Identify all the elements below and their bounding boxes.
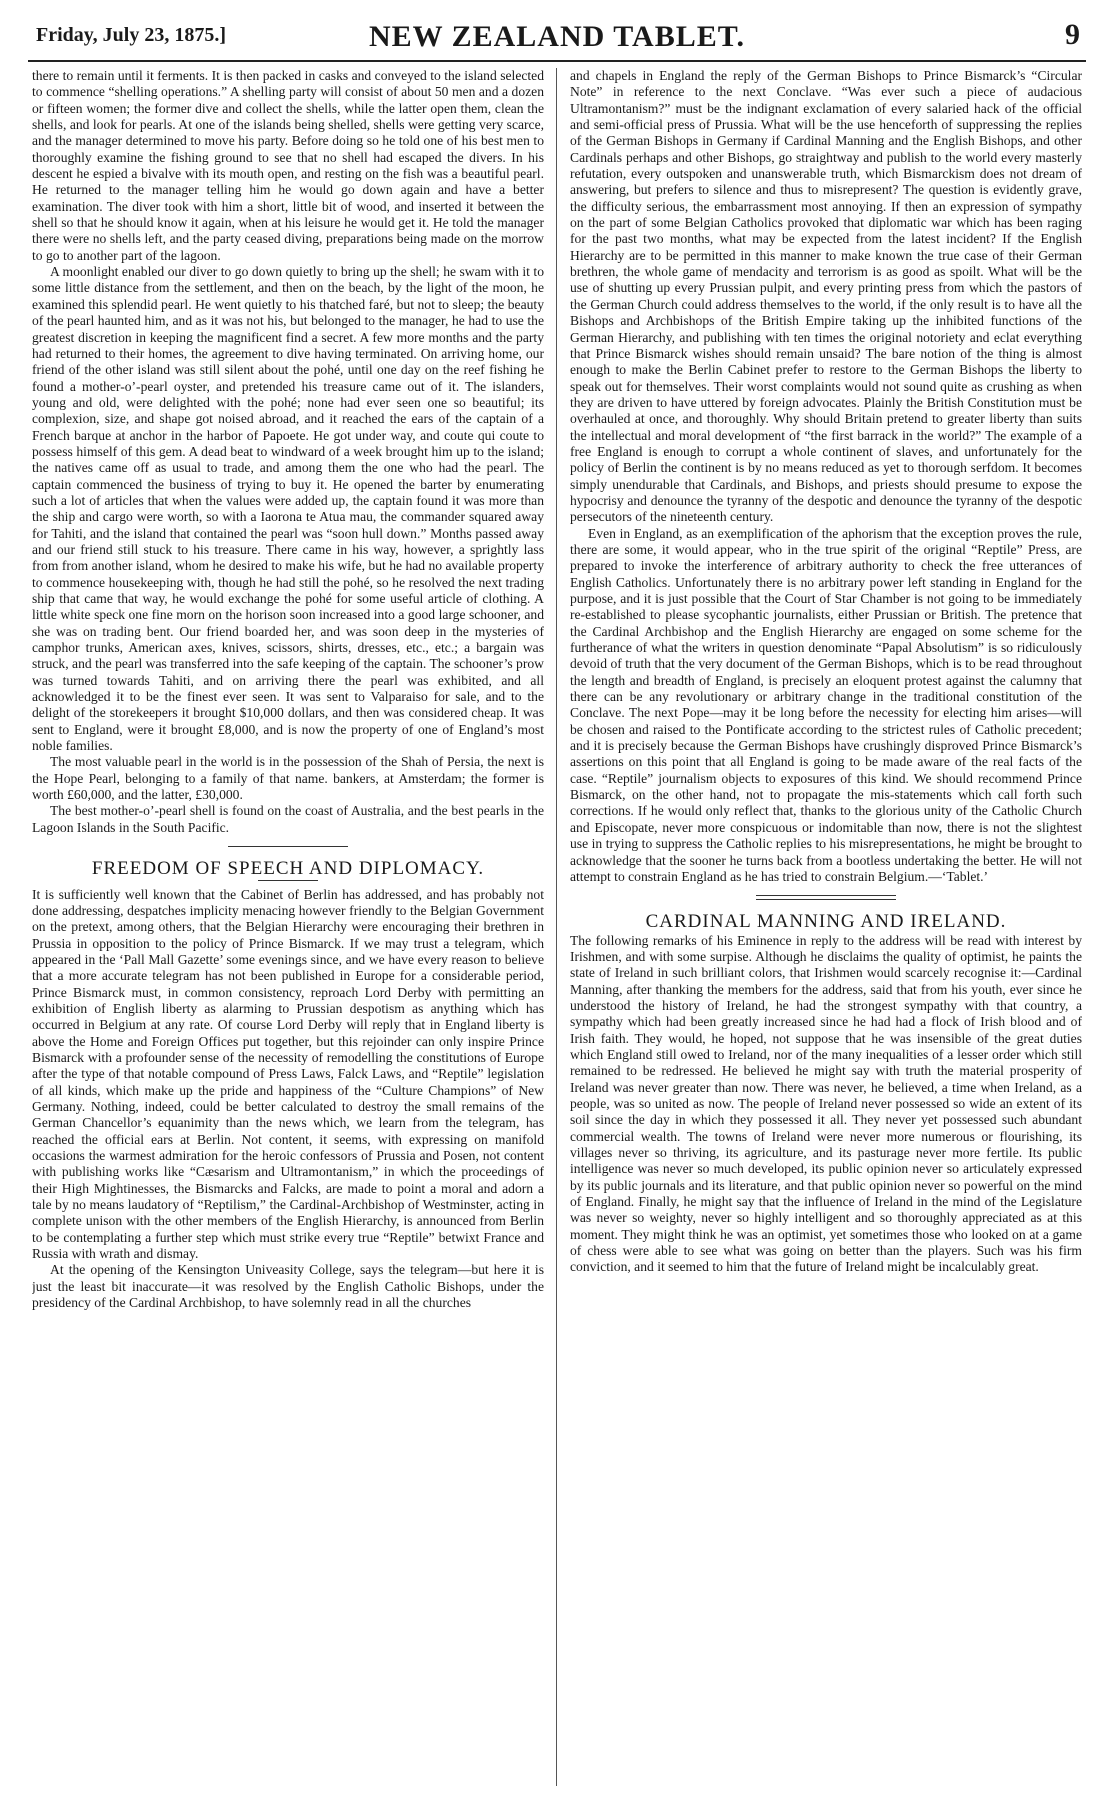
article-columns (28, 68, 1086, 1786)
pearl-paragraph-4: The best mother-o’-pearl shell is found on the coast of Australia, and the best pearls in the Lagoon Islands in the South Pacific. (32, 803, 544, 835)
pearl-paragraph-1: there to remain until it ferments. It is then packed in casks and conveyed to the island selected to commence “shelling operations.” A shelling party will consist of about 50 men and a dozen or fifteen women; the former dive and collect the shells, while the latter open them, clean the shells, and look for pearls. At one of the islands being shelled, shells were getting very scarce, and the manager determined to move his party. Before doing so he told one of his best men to thoroughly examine the fishing ground to see that no shell had escaped the divers. In his descent he espied a bivalve with its mouth open, and resting on the fish was a beautiful pearl. He returned to the manager telling him he would go down again and have a better examination. The diver took with him a short, little bit of wood, and inserted it between the shell so that he should know it again, when at his leisure he would get it. He told the manager there were no shells left, and the party ceased diving, preparations being made on the morrow to go to another part of the lagoon. (32, 68, 544, 263)
manning-paragraph-1: The following remarks of his Eminence in reply to the address will be read with interest by Irishmen, and with some surpise. Although he disclaims the quality of optimist, he paints the state of Ireland in such brilliant colors, that Irishmen would scarcely recognise it:—Cardinal Manning, after thanking the members for the address, said that from his youth, ever since he understood the history of Ireland, he had the strongest sympathy with that country, a sympathy which had been greatly increased since he had had a flock of Irish blood and of Irish faith. They would, he hoped, not suppose that he was insensible of the great duties which England still owed to Ireland, nor of the many inequalities of a lesser order which still remained to be redressed. He believed he might say with truth the material prosperity of Ireland was never greater than now. There was never, he believed, a time when Ireland, as a people, was so united as now. The people of Ireland never possessed so wide an extent of its soil since the day in which they possessed it all. They never yet possessed such abundant commercial wealth. The towns of Ireland were never more numerous or flourishing, its villages never so thriving, its agriculture, and its pasturage never more fertile. Its public intelligence was never so much developed, its public opinion never so articulately expressed by its public journals and its literature, and that public opinion never so powerful on the mind of England. Finally, he might say that the influence of Ireland in the mind of the Legislature was never so weighty, never so highly intelligent and so thoroughly appreciated as at this moment. They might think he was an optimist, yet sometimes those who looked on at a game of chess were able to see what was going on better than the players. Such was his firm conviction, and it seemed to him that the future of Ireland might be incalculably great. (570, 932, 1082, 1275)
masthead (28, 14, 1086, 62)
freedom-paragraph-3: and chapels in England the reply of the German Bishops to Prince Bismarck’s “Circular Note” in reference to the next Conclave. “Was ever such a piece of audacious Ultramontanism?” must be the indignant exclamation of every salaried hack of the official and semi-official press of Prussia. What will be the use henceforth of suppressing the replies of the German Bishops in Germany if Cardinal Manning and the English Bishops, and other Cardinals perhaps and other Bishops, go straightway and publish to the world every masterly refutation, every outspoken and unanswerable truth, which Bismarckism does not dream of answering, but prefers to silence and thus to misrepresent? The question is evidently grave, the difficulty serious, the embarrassment most annoying. If then an expression of sympathy on the part of some Belgian Catholics provoked that diplomatic war which has been raging for the past two months, what may be expected from the latest incident? If the English Hierarchy are to be permitted in this manner to make known the true case of their German brethren, the whole game of mendacity and terrorism is as good as spoilt. What will be the use of shutting up every Prussian pulpit, and every printing press from which the pastors of the German Church could address themselves to the world, if the only result is to have all the Bishops and Archbishops of the British Empire taking up the inhibited functions of the German Hierarchy, and publishing with ten times the original notoriety and eclat everything that Prince Bismarck wishes should remain unsaid? The bare notion of the thing is almost enough to make the Berlin Cabinet prefer to restore to the German Bishops the liberty to speak out for themselves. Their worst complaints would not sound quite as crushing as when they are driven to have uttered by foreign advocates. Plainly the British Constitution must be overhauled at once, and thoroughly. Why should Britain pretend to greater liberty than suits the intellectual and moral development of “the first barrack in the world?” The example of a free England is enough to corrupt a whole continent of slaves, and unfortunately for the policy of Berlin the continent is by no means reduced as yet to thorough serfdom. It becomes simply unendurable that Cardinals, and Bishops, and priests should presume to expose the hypocrisy and denounce the tyranny of the despotic and denounce the tyranny of the despotic persecutors of the nineteenth century. (570, 68, 1082, 525)
heading-ornament (258, 880, 318, 881)
pearl-paragraph-3: The most valuable pearl in the world is in the possession of the Shah of Persia, the next is the Hope Pearl, belonging to a family of that name. bankers, at Amsterdam; the former is worth £60,000, and the latter, £30,000. (32, 754, 544, 803)
newspaper-title: NEW ZEALAND TABLET. (368, 20, 746, 53)
newspaper-page (28, 14, 1086, 1786)
section-divider (756, 895, 896, 900)
heading-cardinal-manning: CARDINAL MANNING AND IRELAND. (645, 911, 1007, 933)
section-divider (228, 846, 348, 847)
freedom-paragraph-2: At the opening of the Kensington Univeasity College, says the telegram—but here it is just the least bit inaccurate—it was resolved by the English Catholic Bishops, under the presidency of the Cardinal Archbishop, to have solemnly read in all the churches (32, 1262, 544, 1311)
freedom-paragraph-4: Even in England, as an exemplification of the aphorism that the exception proves the rule, there are some, it would appear, who in the true spirit of the original “Reptile” Press, are prepared to invoke the interference of arbitrary authority to check the free utterances of English Catholics. Unfortunately there is no arbitrary power left standing in England for the purpose, and it is just possible that the Court of Star Chamber is not going to be immediately re-established to please sycophantic journalists, either Prussian or British. The pretence that the Cardinal Archbishop and the English Hierarchy are engaged on some scheme for the furtherance of what the writers in question denominate “Papal Absolutism” is so ridiculously devoid of truth that the very document of the German Bishops, which is to be read throughout the length and breadth of England, is precisely an eloquent protest against the calumny that there can be any revolutionary or arbitrary change in the traditional constitution of the Conclave. The next Pope—may it be long before the necessity for electing him arises—will be chosen and raised to the Pontificate according to the strictest rules of Catholic precedent; and it is precisely because the German Bishops have crushingly disproved Prince Bismarck’s assertions on this point that all England is going to be made aware of the real facts of the case. “Reptile” journalism objects to exposures of this kind. We should recommend Prince Bismarck, on the other hand, not to propagate the mis-statements which call forth such corrections. If he would only reflect that, thanks to the glorious unity of the Catholic Church and Episcopate, never more conspicuous or indomitable than now, there is not the slightest use in trying to suppress the Catholic replies to his misrepresentations, he might be brought to acknowledge that the sooner he turns back from a bootless undertaking the better. He will not attempt to constrain England as he has tried to constrain Belgium.—‘Tablet.’ (570, 525, 1082, 884)
issue-date: Friday, July 23, 1875.] (36, 24, 227, 46)
left-column (32, 68, 544, 1786)
freedom-paragraph-1: It is sufficiently well known that the Cabinet of Berlin has addressed, and has probably not done addressing, despatches implicity menacing however friendly to the Belgian Government on the pretext, among others, that the Belgian Hierarchy were encouraging their brethren in Prussia in opposition to the policy of Prince Bismarck. If we may trust a telegram, which appeared in the ‘Pall Mall Gazette’ some evenings since, and we have every reason to believe that a more accurate telegram has not been published in Europe for a considerable period, Prince Bismarck must, in common consistency, reproach Lord Derby with permitting an exhibition of English liberty as alarming to Prussian despotism as anything which has occurred in Belgium at any rate. Of course Lord Derby will reply that in England liberty is above the Home and Foreign Offices put together, but this rejoinder can only inspire Prince Bismarck with a profounder sense of the necessity of remodelling the constitutions of Europe after the type of that notable compound of Press Laws, Falck Laws, and “Reptile” legislation of all kinds, which make up the pride and happiness of the “Culture Champions” of New Germany. Nothing, indeed, could be better calculated to destroy the small remains of the German Chancellor’s equanimity than the news which, we learn from the telegram, has reached the official ears at Berlin. Not content, it seems, with expressing on manifold occasions the warmest admiration for the heroic confessors of Prussia and Posen, not content with publishing works like “Cæsarism and Ultramontanism,” in which the proceedings of their High Mightinesses, the Bismarcks and Falcks, are made to point a moral and adorn a tale by no means laudatory of “Reptilism,” the Cardinal-Archbishop of Westminster, acting in complete unison with the other members of the English Hierarchy, is announced from Berlin to be contemplating a further step which must strike every true “Reptile” betwixt France and Russia with wrath and dismay. (32, 886, 544, 1262)
pearl-paragraph-2: A moonlight enabled our diver to go down quietly to bring up the shell; he swam with it to some little distance from the settlement, and then on the beach, by the light of the moon, he examined this splendid pearl. He went quietly to his thatched faré, but not to sleep; the beauty of the pearl haunted him, and as it was not his, but belonged to the manager, he had to use the greatest discretion in keeping the magnificent find a secret. A few more months and the party had returned to their homes, the agreement to dive having terminated. On arriving home, our friend of the other island was still silent about the pohé, until one day on the reef fishing he found a mother-o’-pearl oyster, and pretended his treasure came out of it. The islanders, young and old, were delighted with the pohé; none had ever seen one so beautiful; its complexion, size, and shape got noised abroad, and it reached the ears of the captain of a French barque at anchor in the harbor of Papoete. He got under way, and coute qui coute to possess himself of this gem. A dead beat to windward of a week brought him up to the island; the natives came off as usual to trade, and among them the one who had the pearl. The captain commenced the business of trying to buy it. He opened the barter by enumerating such a lot of articles that when the values were added up, the captain found it was more than the ship and cargo were worth, so with a Iaorona te Atua mau, the commander squared away for Tahiti, and the island that contained the pearl was “soon hull down.” Months passed away and our friend still stuck to his treasure. There came in his way, however, a sprightly lass from from another island, whom he desired to make his wife, but he had no available property to commence housekeeping with, though he had still the pohé, so he resolved the next trading ship that came that way, he would exchange the pohé for some useful article of clothing. A little white speck one fine morn on the horison soon increased into a good large schooner, and she was on trading bent. Our friend boarded her, and was soon deep in the mysteries of camphor trunks, American axes, knives, scissors, shirts, dresses, etc., etc.; a bargain was struck, and the pearl was transferred into the safe keeping of the captain. The schooner’s prow was turned towards Tahiti, and on arriving there the pearl was exhibited, and all acknowledged it to be the finest ever seen. It was sent to Valparaiso for sale, and to the delight of the storekeepers it brought $10,000 dollars, and then was considered cheap. It was sent to England, were it brought £8,000, and is now the property of one of England’s most noble families. (32, 264, 544, 754)
heading-freedom-of-speech: FREEDOM OF SPEECH AND DIPLOMACY. (91, 858, 485, 880)
column-rule (556, 68, 557, 1786)
right-column (570, 68, 1082, 1786)
page-number: 9 (1065, 18, 1080, 51)
